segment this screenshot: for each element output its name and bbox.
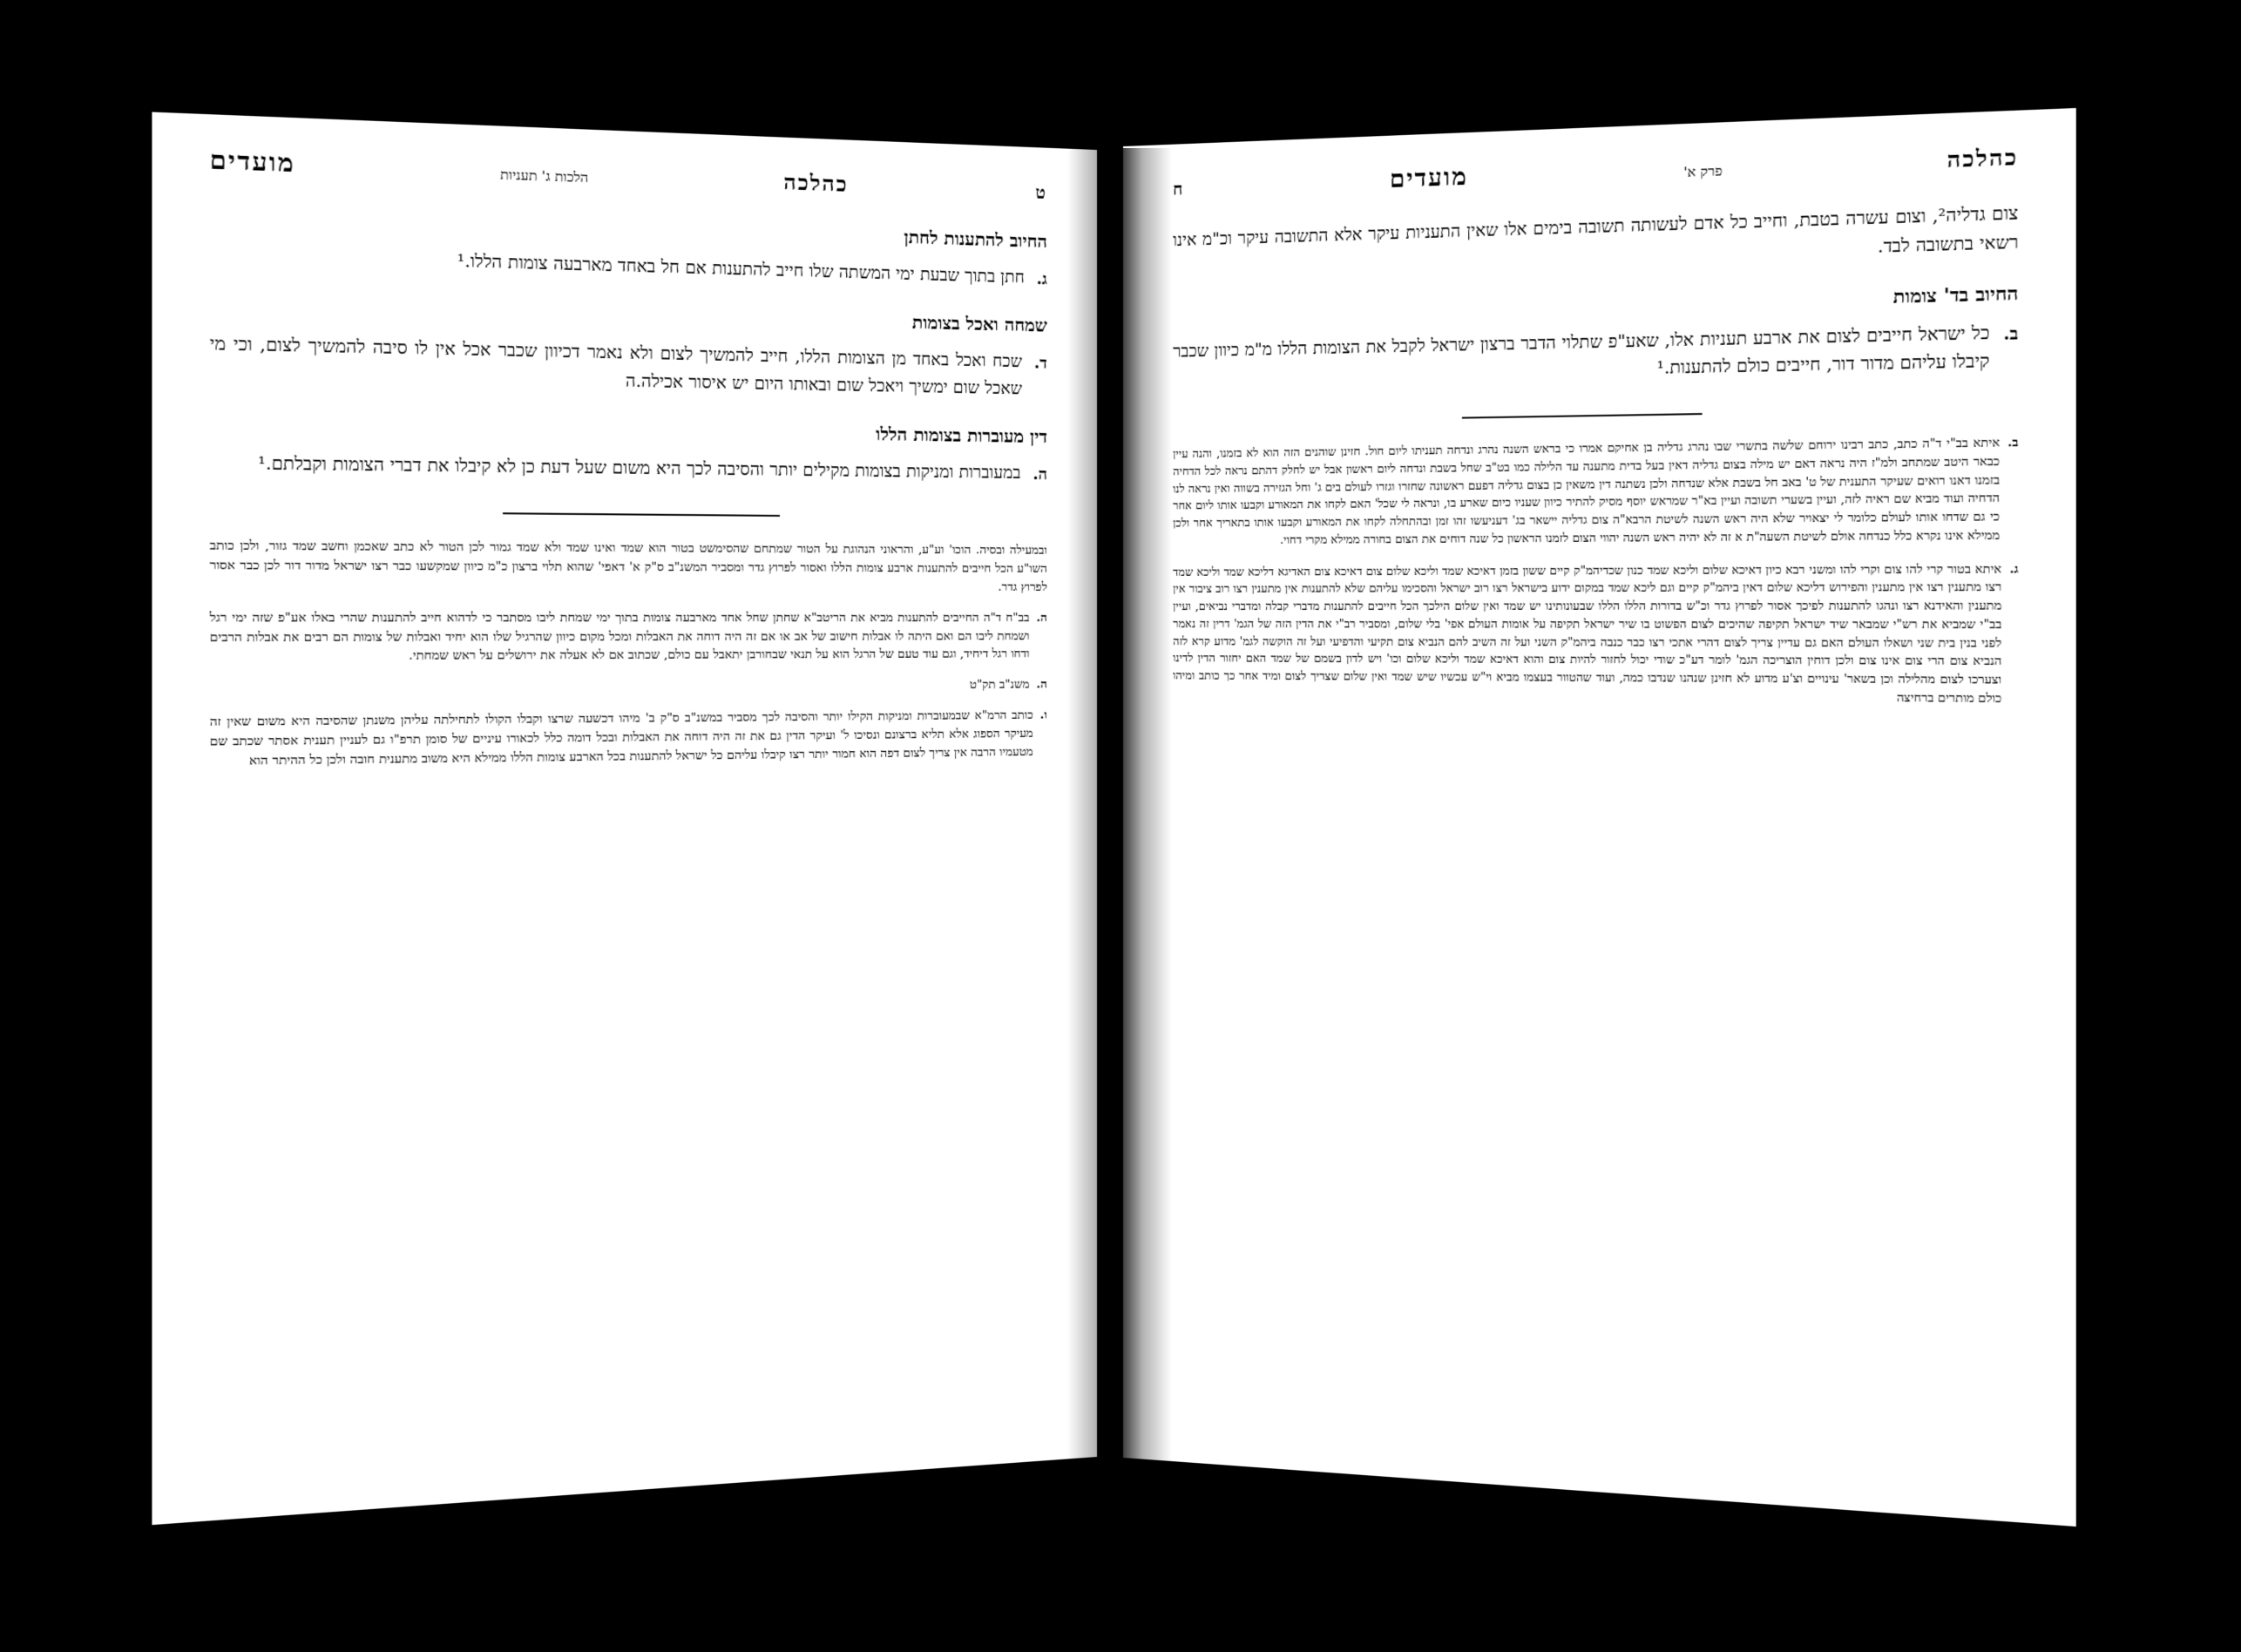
halacha-marker: ה. [1032, 464, 1047, 484]
note-text: כותב הרמ"א שבמעוברות ומניקות הקילו יותר והסיבה לכך מסביר במשנ"ב ס"ק ב' מיהו דכשעה שרצו וקבלו הקולו לתחילתה עליהן משנתן שהסיבה היא משום שאין זה מעיקר הספוג אלא תליא ברצונם ונסיכו ל' ועיקר הדין גם את זה היה דוחה את האבלות ובכל דומה כלל לכאורו עיניים של סומן תרפ"ו גם לעניין תענית אסתר שכתב שם מטעמיו הרבה אין צריך לצום דפה הוא חמור יותר רצו קיבלו עליהם כל ישראל להתענות בכל הארבע צומות הללו ממילא היא משוב מתענית חובה ולכן כל ההיתר הוא [209, 708, 1033, 768]
running-head-chapter: הלכות ג' תעניות [499, 166, 589, 186]
note-marker: ב. [2007, 436, 2019, 450]
note-text: איתא בב"י ד"ה כתב, כתב רבינו ירוחם שלשה בתשרי שבו נהרג גדליה בן אחיקם אמרו כי בראש השנה נהרג ונדחה תעניתו ליום חול. חזינן שוהנים הזה הוא לא בזמנו, והנה עיין כבאר היטב שמתחב ולמ"ז היה נראה דאם יש מילה בצום גדליה דאין בעל בדית מתענה עד הלילה כמו בט"ב שחל בשבת ונדחה ליום ראשון אבל יש לחלק דהתם נראה לכל הדחיה בזמנו דאנו רואים שעיקר התענית של ט' באב חל בשבת אלא שנדחה ולכן נשתנה דין משאין כן בצום גדליה דפעם ראשונה שחזרו וגזרו לעולם בים ג' וחל הגזירה בשווה ואין נראה לנו הדחיה ועוד מביא שם ראיה לזה, ועיין בשערי תשובה ועיין בא"ר שמראש יוסף מסיק להתיר כיוון שעניו כיום שארע בו, ונראה לי שכל' האם לקחו את המאורע וקבעו אותו ליום אחר כי גם שדחו אותו לעולם כלומר לי יצאויר שלא היה ראש השנה לשיטת הרבא"ה צום גדליה יישאר בג' דעניעשו זהו זמן ובהתחלה לקחו את המאורע וקבעו אותו בתאריך אחר ולכן ממילא אינו נקרא כלל כנדחה אולם לשיטת השעה"ת א זה לא יהיה ראש השנה יהווי הצום לזמנו הראשון כל שנה דוחים את הצום בחורה ממילא מקרי דחוי. [1173, 436, 2001, 547]
commentary-notes-left [210, 536, 1047, 771]
continued-paragraph-text: צום גדליה², וצום עשרה בטבת, וחייב כל אדם לעשותה תשובה בימים אלו שאין התעניות עיקר אלא התשובה עיקר וכ"מ אינו רשאי בתשובה לבד. [1173, 203, 2019, 257]
note-marker: ה. [1036, 610, 1047, 625]
note-text: ובמעילה ובסיה. הוכו' וע"ע, והראוני הנהוגת על הטור שמתחם שהסימשט בטור הוא שמד ואינו שמד ולא שמד גמור לכן הטור לא כתב שאכמן וחשב שמד גזור, ולכן כותב השו"ע הכל חייבים להתענות ארבע צומות הללו ואסור לפרוץ גדר ומסביר המשנ"ב ס"ק א' דאפי' שהוא תלוי ברצון כ"מ כיוון שמקשעו כבר רצו ישראל מדור דור לכן כבר אסור לפרוץ גדר. [209, 538, 1047, 594]
running-head-title: כהלכה [783, 168, 849, 197]
folio-number: ט [1035, 183, 1047, 203]
running-head-left [210, 146, 1047, 205]
halacha-marker: ג. [1036, 269, 1047, 289]
section-heading: החיוב בד' צומות [1892, 281, 2019, 308]
section-divider [503, 512, 780, 517]
halacha-text: שכח ואכל באחד מן הצומות הללו, חייב להמשיך לצום ולא נאמר דכיוון שכבר אכל אין לו סיבה להמשיך לצום, וכי מי שאכל שום ימשיך ויאכל שום ובאותו היום יש איסור אכילה.ה [209, 334, 1023, 399]
halacha-text: חתן בתוך שבעת ימי המשתה שלו חייב להתענות אם חל באחד מארבעה צומות הללו.¹ [457, 251, 1025, 288]
halacha-item [210, 330, 1047, 403]
halacha-item [210, 449, 1047, 487]
halacha-item [1173, 318, 2018, 392]
note-item [1173, 560, 2018, 708]
note-item [210, 536, 1047, 596]
section-heading: החיוב להתענות לחתן [904, 226, 1047, 253]
running-head-title: כהלכה [1946, 143, 2019, 173]
note-item [210, 707, 1047, 772]
note-marker: ה. [1036, 677, 1047, 692]
left-printed-page [152, 112, 1097, 1526]
note-marker: ג. [2009, 562, 2019, 577]
note-text: משנ"ב תק"ט [969, 677, 1030, 693]
halacha-marker: ד. [1034, 354, 1047, 373]
left-leaf [161, 139, 1111, 1486]
open-book [161, 139, 2078, 1516]
continued-paragraph [1173, 200, 2018, 281]
running-head-outer: מועדים [209, 146, 296, 179]
commentary-notes-right [1173, 434, 2018, 708]
section-divider [1462, 413, 1703, 419]
right-leaf [1113, 139, 2071, 1486]
folio-number: ח [1173, 179, 1185, 200]
note-item [210, 608, 1047, 667]
halacha-marker: ב. [2003, 323, 2019, 344]
running-head-outer: מועדים [1389, 163, 1468, 194]
note-marker: ו. [1039, 708, 1047, 722]
note-item [1173, 434, 2018, 550]
section-heading: שמחה ואכל בצומות [911, 311, 1047, 336]
halacha-text: במעוברות ומניקות בצומות מקילים יותר והסיבה לכך היא משום שעל דעת כן לא קיבלו את דברי הצומות וקבלתם.¹ [258, 453, 1021, 483]
note-item [210, 676, 1047, 700]
running-head-right [1173, 142, 2018, 201]
right-printed-page [1123, 108, 2076, 1527]
note-text: בב"ח ד"ה החייבים להתענות מביא את הריטב"א שחתן שחל אחד מארבעה צומות בתוך ימי שמחת ליבו מסתבר כי לדהוא חייב להתענות שהרי באלו אע"פ שזה ימי רגל ושמחת ליבו הם ואם היתה לו אבלות חישוב של אב או אם זה היה דוחה את האבלות ומכל מקום כיוון שהרגיל שלו הוא יחיד ואבלות של צומות הם רבים את אבלות הרבים ודחו רגל דיחיד, וגם עוד טעם של הרגל הוא על תנאי שבחורבן יתאבל עם כולם, שכתוב אם לא אעלה את ירושלים על ראש שמחתי. [209, 610, 1030, 664]
halacha-text: כל ישראל חייבים לצום את ארבע תעניות אלו, שאע"פ שתלוי הדבר ברצון ישראל לקבל את הצומות הללו מ"מ כיוון שכבר קיבלו עליהם מדור דור, חייבים כולם להתענות.¹ [1173, 322, 1990, 379]
note-text: איתא בטור קרי להו צום וקרי להו ומשני רבא כיון דאיכא שלום וליכא שמד כנון שכדיהמ"ק קיים ששון בזמן דאיכא שמד וליכא שלום צום דאיכא צום האדיגא דליכא שמד וליכא שמד רצו מתענין רצו אין מתענין והפירוש דליכא שלום דאין ביהמ"ק קיים וגם ליכא שמד במקום ידוע בישראל רצו רוב ישראל והסכימו עליהם שלא להתענות אין מתענין רצו רוב ציבור אין מתענין והאידנא רצו ונהגו להתענות לפיכך אסור לפרוץ גדר וכ"ש בדורות הללו הללו שבעונותינו יש שמד ואין שלום הילכך הכל חייבים להתענות מדברי קבלה ומדברי נביאים, ועיין בב"י שמביא את רש"י שמבאר שיד ישראל תקיפה שהיכים לצום הפשוט בו שיר ישראל תקיפה על אומות העולם אפי' בלי שלום, ומסביר רב"י את הדין הזה של הגמ' דרין זה נאמר לפני בנין בית שני ושאלו העולם האם גם עדיין צריך לצום דהרי אתכי רצו כבר כנבה ביהמ"ק השני ועל זה השיב להם הנביא צום תקיעי והדפיעי ועל זה הוקשה לגמ' מדוע קרא לזה הנביא צום הרי צום אינו צום ולכן דוחין הוצריכה הגמ' לומר דע"כ שודי יכול לחזור להיות צום והוא דאיכא שמד וליכא שלום וכו' ויש לדון בשמם של שמד האם יחזור הדין לדינו וצערכו לצום מהלילה וכן בשאר' עינויים וצ'ע מדוע לא חזינן שנהנו שנדבו כמה, ועוד שהטוור בעצמו מביא וי"ש עכשיו שיש שמד ואין שלום שצריך לצום ומיד אחר כך כותב ומיהו כולם מותרים ברחיצה [1173, 562, 2002, 707]
section-heading: דין מעוברות בצומות הללו [876, 423, 1047, 447]
running-head-chapter: פרק א' [1683, 162, 1723, 181]
